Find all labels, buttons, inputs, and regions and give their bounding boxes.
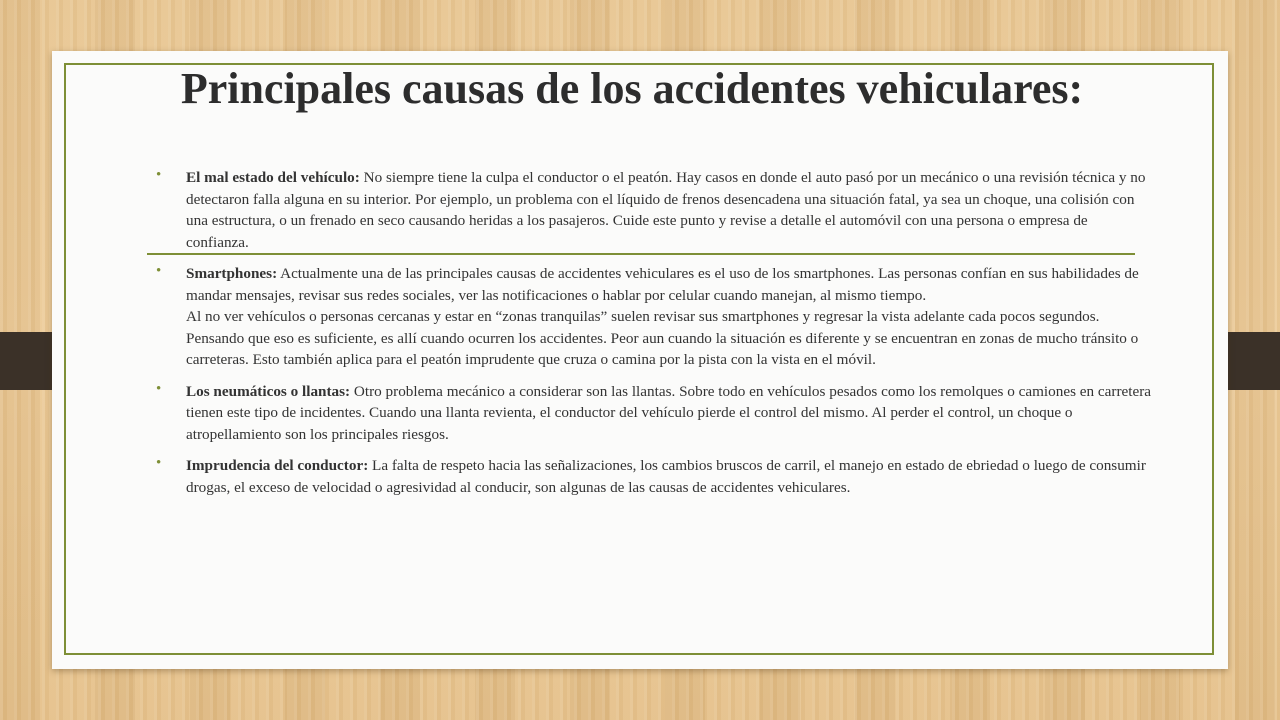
list-item	[152, 381, 1152, 446]
bullet-heading: Imprudencia del conductor:	[186, 457, 369, 474]
slide-title: Principales causas de los accidentes vehiculares:	[180, 64, 1084, 113]
bullet-icon: •	[156, 455, 162, 471]
bullet-icon: •	[156, 380, 162, 397]
bullet-text: No siempre tiene la culpa el conductor o el peatón. Hay casos en donde el auto pasó por un mecánico o una revisión técnica y no detectaron falla alguna en su interior. Por ejemplo, un problema con el líquido de frenos desencadena una situación fatal, ya sea un choque, una colisión con una estructura, o un frenado en seco causando heridas a los pasajeros. Cuide este punto y revise a detalle el automóvil con una persona o empresa de confianza.	[186, 169, 1146, 251]
bullet-heading: El mal estado del vehículo:	[186, 169, 360, 186]
slide	[52, 51, 1228, 669]
bullet-list	[152, 167, 1152, 508]
bullet-heading: Smartphones:	[186, 265, 278, 282]
bullet-text-continued: Al no ver vehículos o personas cercanas y estar en “zonas tranquilas” suelen revisar sus smartphones y regresar la vista adelante cada pocos segundos. Pensando que eso es suficiente, es allí cuando ocurren los accidentes. Peor aun cuando la situación es diferente y se encuentran en zonas de mucho tránsito o carreteras. Esto también aplica para el peatón imprudente que cruza o camina por la pista con la vista en el móvil.	[186, 308, 1139, 368]
list-item	[152, 167, 1152, 253]
list-item	[152, 455, 1152, 498]
bullet-heading: Los neumáticos o llantas:	[186, 382, 351, 400]
list-item	[152, 263, 1152, 371]
bullet-icon: •	[156, 263, 162, 279]
bullet-icon: •	[156, 167, 162, 183]
bullet-text: La falta de respeto hacia las señalizaciones, los cambios bruscos de carril, el manejo en estado de ebriedad o luego de consumir drogas, el exceso de velocidad o agresividad al conducir, son algunas de las causas de accidentes vehiculares.	[186, 457, 1146, 496]
bullet-text: Otro problema mecánico a considerar son las llantas. Sobre todo en vehículos pesados como los remolques o camiones en carretera tienen este tipo de incidentes. Cuando una llanta revienta, el conductor del vehículo pierde el control del mismo. Al perder el control, un choque o atropellamiento son los principales riesgos.	[186, 382, 1152, 443]
bullet-text: Actualmente una de las principales causas de accidentes vehiculares es el uso de los smartphones. Las personas confían en sus habilidades de mandar mensajes, revisar sus redes sociales, ver las notificaciones o hablar por celular cuando manejan, al mismo tiempo.	[186, 265, 1139, 304]
